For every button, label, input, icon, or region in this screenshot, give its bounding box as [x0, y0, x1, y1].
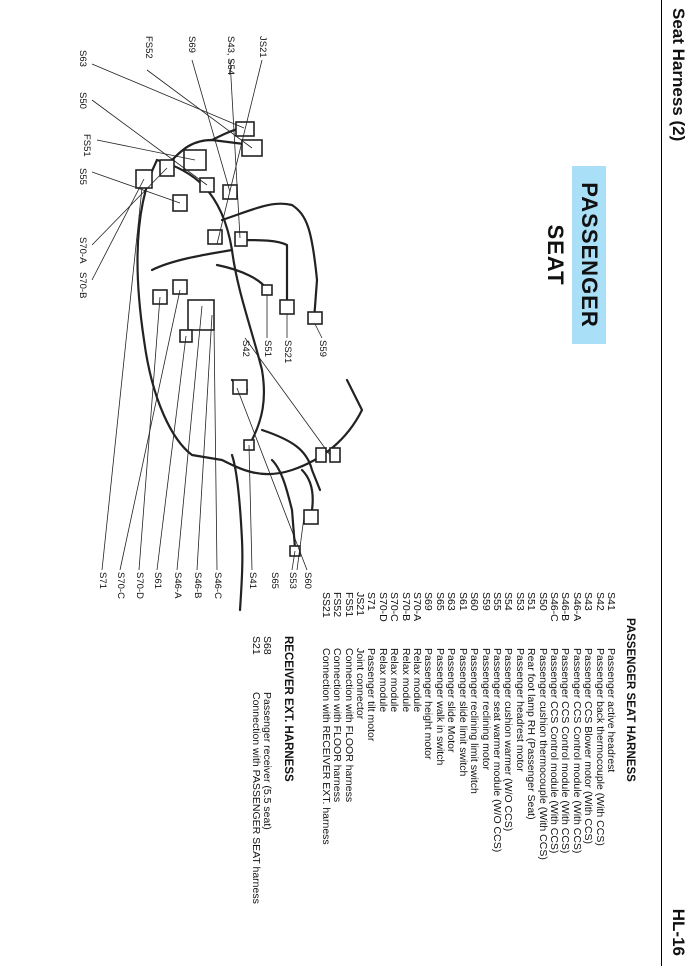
legend-item — [536, 592, 547, 860]
legend-code: S46-A — [570, 592, 583, 622]
legend-item — [331, 592, 342, 860]
legend-item — [525, 592, 536, 860]
legend-description: Passenger back thermocouple (With CCS) — [593, 648, 606, 846]
legend-code: S59 — [479, 592, 492, 611]
legend-code: S46-B — [559, 592, 572, 622]
legend-item — [411, 592, 422, 860]
legend-description: Passenger CCS Control module (With CCS) — [570, 648, 583, 854]
legend-code: S51 — [525, 592, 538, 611]
legend-code: S70-C — [388, 592, 401, 622]
connector-s65 — [304, 510, 318, 524]
callout-s65: S65 — [269, 572, 280, 589]
legend-code: S65 — [433, 592, 446, 611]
legend-code: S42 — [593, 592, 606, 611]
leader-fs51 — [97, 140, 195, 160]
leader-s41 — [249, 445, 252, 570]
callout-fs52: FS52 — [143, 36, 154, 59]
legend-item — [513, 592, 524, 860]
legend-description: Passenger CCS Control module (With CCS) — [547, 648, 560, 854]
leader-s60 — [237, 388, 307, 570]
callout-fs51: FS51 — [81, 134, 92, 157]
callout-s51: S51 — [262, 340, 273, 357]
connector-s60 — [233, 380, 247, 394]
leader-s46a — [177, 306, 202, 570]
legend-code: S41 — [605, 592, 617, 611]
legend-item — [399, 592, 410, 860]
legend-code: SS21 — [319, 592, 332, 618]
legend-description: Passenger walk in switch — [433, 648, 446, 766]
callout-js21: JS21 — [257, 36, 268, 58]
callout-s55: S55 — [77, 168, 88, 185]
legend-code: JS21 — [354, 592, 367, 616]
leader-s69 — [192, 60, 230, 192]
legend-item — [456, 592, 467, 860]
legend-description: Passenger receiver (5.5 seat) — [261, 692, 273, 830]
passenger-seat-harness-list — [319, 592, 616, 860]
harness-main-bundle — [138, 160, 362, 474]
legend-description: Connection with PASSENGER SEAT harness — [249, 692, 262, 904]
harness-lower-loop — [152, 250, 232, 270]
leader-fs52 — [147, 70, 252, 148]
legend-item — [319, 592, 330, 860]
legend-item — [502, 592, 513, 860]
callout-s50: S50 — [77, 92, 88, 109]
legend-item — [479, 592, 490, 860]
leader-s43s54 — [230, 60, 240, 238]
callout-s70d: S70-D — [134, 572, 145, 599]
legend-description: Rear foot lamp RH (Passenger Seat) — [525, 648, 538, 820]
legend-item — [422, 592, 433, 860]
connector-s54 — [235, 232, 247, 246]
legend-item — [365, 592, 376, 860]
legend-description: Passenger slide Motor — [445, 648, 458, 753]
legend-item — [434, 592, 445, 860]
legend-item — [605, 592, 616, 860]
callout-s46b: S46-B — [192, 572, 203, 599]
harness-s42-branch — [262, 430, 320, 490]
legend-code: S46-C — [547, 592, 560, 622]
legend-code: S61 — [456, 592, 469, 611]
legend-code: S55 — [490, 592, 503, 611]
legend-item — [445, 592, 456, 860]
legend-code: S69 — [422, 592, 435, 611]
legend-description: Passenger active headrest — [605, 648, 617, 773]
callout-s63: S63 — [77, 50, 88, 67]
legend-item — [593, 592, 604, 860]
legend-item — [570, 592, 581, 860]
legend-description: Relax module — [388, 648, 401, 713]
legend-description: Passenger seat warmer module (W/O CCS) — [490, 648, 503, 853]
legend-code: S43 — [582, 592, 595, 611]
legend-code: S50 — [536, 592, 549, 611]
legend-description: Connection with FLOOR harness — [342, 648, 355, 803]
legend-code: S70-B — [399, 592, 412, 622]
legend-item — [249, 636, 260, 904]
harness-s51-branch — [217, 265, 267, 290]
page-title: Seat Harness (2) — [669, 8, 688, 142]
legend-description: Joint connector — [354, 648, 367, 720]
legend-item — [354, 592, 365, 860]
callout-s43s54: S43, S54 — [225, 36, 236, 76]
legend-code: S21 — [249, 636, 262, 655]
legend-description: Passenger tilt motor — [365, 648, 378, 742]
legend-item — [491, 592, 502, 860]
legend-code: FS52 — [331, 592, 344, 618]
legend-code: S60 — [468, 592, 481, 611]
legend-code: FS51 — [342, 592, 355, 618]
legend-item — [342, 592, 353, 860]
callout-ss21: SS21 — [282, 340, 293, 364]
legend-description: Passenger reclining limit switch — [468, 648, 481, 794]
legend-item — [261, 636, 272, 904]
legend-item — [388, 592, 399, 860]
leader-s71 — [102, 188, 142, 570]
callout-s42: S42 — [240, 340, 251, 357]
callout-s59: S59 — [317, 340, 328, 357]
harness-right-run — [232, 455, 242, 610]
callout-s41: S41 — [247, 572, 258, 589]
legend-code: S70-A — [411, 592, 424, 622]
legend-description: Passenger CCS Blower motor (With CCS) — [582, 648, 595, 845]
callout-s71: S71 — [97, 572, 108, 589]
legend-code: S53 — [513, 592, 526, 611]
leader-s70b — [92, 179, 144, 280]
legend-description: Connection with RECEIVER EXT. harness — [319, 648, 332, 845]
legend-item — [559, 592, 570, 860]
page-number: HL-16 — [669, 908, 688, 956]
callout-s53: S53 — [287, 572, 298, 589]
callout-s60: S60 — [302, 572, 313, 589]
leader-s46c — [214, 325, 217, 570]
legend-description: Passenger headrest motor — [513, 648, 526, 772]
callout-s69: S69 — [186, 36, 197, 53]
connector-s51 — [262, 285, 272, 295]
callout-s70a: S70-A — [77, 237, 88, 264]
connector-ss21 — [280, 300, 294, 314]
legend-description: Relax module — [399, 648, 412, 713]
legend-description: Connection with FLOOR harness — [331, 648, 344, 803]
legend-item — [376, 592, 387, 860]
legend-code: S68 — [261, 636, 273, 655]
legend-description: Relax module — [376, 648, 389, 713]
leader-s70d — [139, 297, 160, 570]
receiver-ext-harness-title: RECEIVER EXT. HARNESS — [282, 636, 294, 782]
harness-s59-branch — [222, 204, 317, 320]
legend-code: S71 — [365, 592, 378, 611]
legend-item — [468, 592, 479, 860]
legend-code: S70-D — [376, 592, 389, 622]
legend-description: Passenger cushion thermocouple (With CCS) — [536, 648, 549, 860]
connector-s42-b — [316, 448, 326, 462]
legend-description: Passenger CCS Control module (With CCS) — [559, 648, 572, 854]
passenger-seat-harness-title: PASSENGER SEAT HARNESS — [624, 618, 636, 782]
callout-s46a: S46-A — [172, 572, 183, 599]
legend-code: S63 — [445, 592, 458, 611]
legend-description: Passenger height motor — [422, 648, 435, 760]
callout-s70b: S70-B — [77, 272, 88, 299]
leader-s63 — [92, 64, 244, 128]
harness-s65-branch — [302, 470, 313, 510]
connector-s42-a — [330, 448, 340, 462]
leader-s65 — [297, 517, 304, 570]
callout-s70c: S70-C — [115, 572, 126, 599]
legend-item — [582, 592, 593, 860]
legend-item — [548, 592, 559, 860]
connector-s59 — [308, 312, 322, 324]
callout-s61: S61 — [152, 572, 163, 589]
legend-description: Relax module — [411, 648, 424, 713]
legend-description: Passenger slide limit switch — [456, 648, 469, 777]
leader-s59 — [315, 324, 322, 338]
receiver-ext-harness-list — [249, 636, 272, 904]
legend-code: S54 — [502, 592, 515, 611]
leader-s46b — [197, 315, 212, 570]
diagram-title: PASSENGER SEAT — [572, 166, 606, 344]
legend-description: Passenger reclining motor — [479, 648, 492, 770]
leader-s61 — [157, 336, 186, 570]
callout-s46c: S46-C — [212, 572, 223, 599]
legend-description: Passenger cushion warmer (W/O CCS) — [502, 648, 515, 832]
